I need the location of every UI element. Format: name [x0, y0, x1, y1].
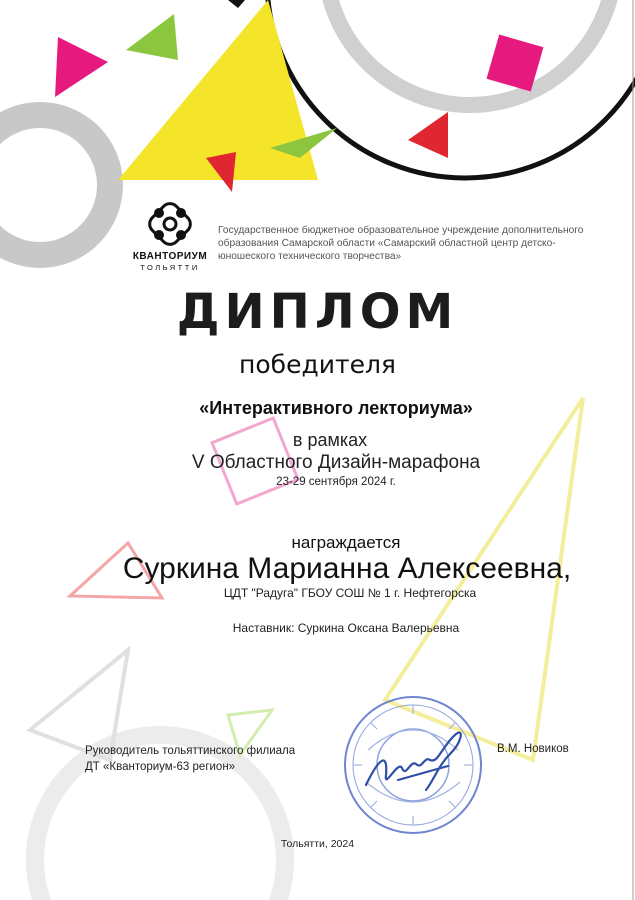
signatory-role: [85, 743, 345, 775]
logo-icon: [128, 202, 212, 250]
official-stamp: [338, 690, 488, 840]
event-dates: 23-29 сентября 2024 г.: [276, 476, 396, 488]
green-triangle-top: [126, 14, 178, 60]
signatory-name: В.М. Новиков: [497, 743, 569, 755]
red-triangle-right: [408, 112, 448, 158]
signatory-role-line2: ДТ «Кванториум-63 регион»: [85, 761, 236, 773]
gray-ring-left: [0, 115, 110, 255]
mentor-line: Наставник: Суркина Оксана Валерьевна: [232, 621, 460, 635]
gray-ring-top: [325, 0, 615, 105]
diploma-title: ДИПЛОМ: [176, 284, 459, 340]
organization-text: Государственное бюджетное образовательное учреждение дополнительного образования Самарской области «Самарский областной центр детско-юношеского технического творчества»: [218, 225, 584, 262]
logo-city: ТОЛЬЯТТИ: [140, 263, 200, 272]
kvantorium-logo: [128, 202, 212, 276]
black-triangle-top: [228, 0, 245, 8]
event-frame-text: в рамках: [292, 430, 368, 450]
recipient-school: ЦДТ "Радуга" ГБОУ СОШ № 1 г. Нефтегорска: [223, 586, 477, 600]
event-name: «Интерактивного лекториума»: [199, 398, 473, 418]
magenta-triangle: [55, 37, 108, 97]
diploma-subtitle: победителя: [239, 350, 396, 379]
logo-name: КВАНТОРИУМ: [132, 251, 208, 262]
footer-place-year: Тольятти, 2024: [280, 838, 355, 850]
marathon-name: V Областного Дизайн-марафона: [191, 452, 481, 473]
signatory-role-line1: Руководитель тольяттинского филиала: [85, 745, 296, 757]
awarded-text: награждается: [291, 533, 401, 552]
black-ring-top: [267, 0, 635, 178]
recipient-name: Суркина Марианна Алексеевна,: [122, 552, 572, 585]
